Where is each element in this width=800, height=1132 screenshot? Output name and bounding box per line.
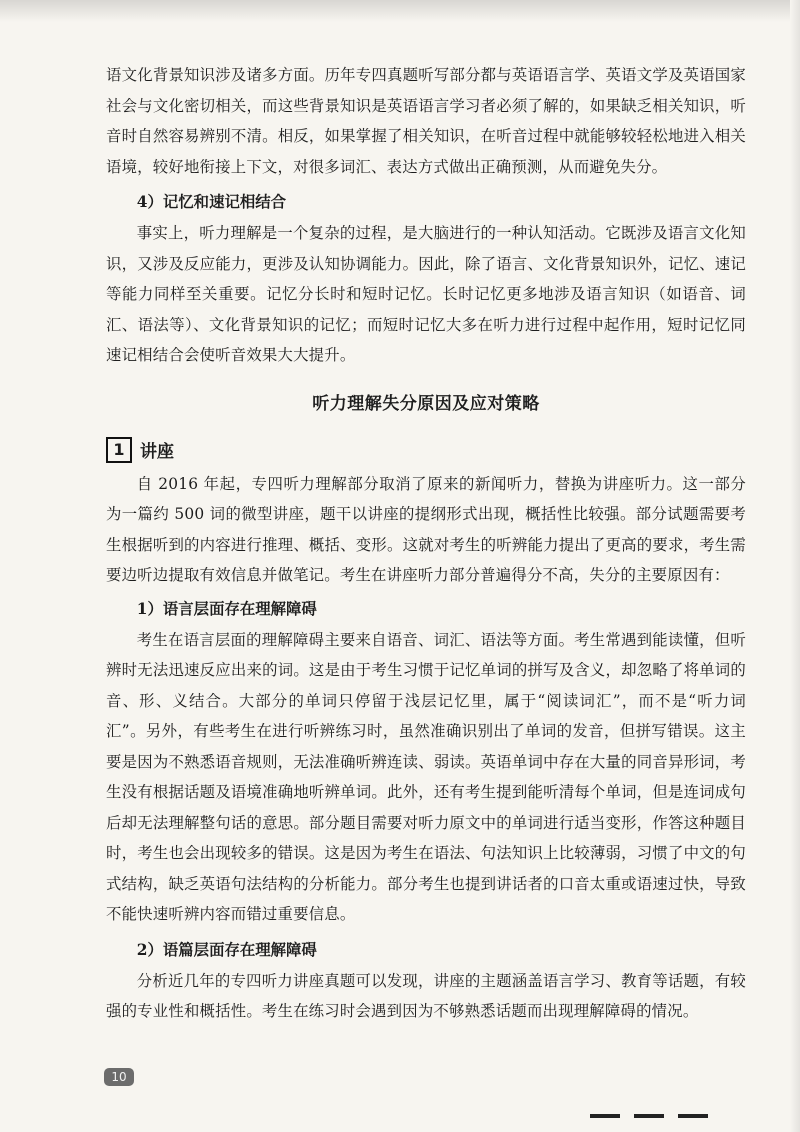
paragraph-lecture-intro: 自 2016 年起，专四听力理解部分取消了原来的新闻听力，替换为讲座听力。这一部分为一篇约 500 词的微型讲座，题干以讲座的提纲形式出现，概括性比较强。部分试题需要考生根据听到的内容进行推理、概括、变形。这就对考生的听辨能力提出了更高的要求，考生需要边听边提取有效信息并做笔记。考生在讲座听力部分普遍得分不高，失分的主要原因有： — [106, 474, 746, 584]
part-heading — [106, 435, 746, 465]
subheading-discourse-level: 2）语篇层面存在理解障碍 — [136, 940, 317, 959]
page-number: 10 — [104, 1068, 134, 1086]
paragraph-language-level: 考生在语言层面的理解障碍主要来自语音、词汇、语法等方面。考生常遇到能读懂，但听辨时无法迅速反应出来的词。这是由于考生习惯于记忆单词的拼写及含义，却忽略了将单词的音、形、义结合。大部分的单词只停留于浅层记忆里，属于“阅读词汇”，而不是“听力词汇”。另外，有些考生在进行听辨练习时，虽然准确识别出了单词的发音，但拼写错误。这主要是因为不熟悉语音规则，无法准确听辨连读、弱读。英语单词中存在大量的同音异形词，考生没有根据话题及语境准确地听辨单词。此外，还有考生提到能听清每个单词，但是连词成句后却无法理解整句话的意思。部分题目需要对听力原文中的单词进行适当变形，作答这种题目时，考生也会出现较多的错误。这是因为考生在语法、句法知识上比较薄弱，习惯了中文的句式结构，缺乏英语句法结构的分析能力。部分考生也提到讲话者的口音太重或语速过快，导致不能快速听辨内容而错过重要信息。 — [106, 630, 746, 923]
part-title: 讲座 — [140, 442, 174, 462]
page-edge-shadow — [790, 0, 800, 1132]
document-page — [106, 60, 746, 1027]
bottom-bar — [590, 1114, 620, 1118]
page-top-shadow — [0, 0, 800, 22]
bottom-bar — [678, 1114, 708, 1118]
subheading-language-level: 1）语言层面存在理解障碍 — [136, 599, 317, 618]
subheading-memory-shorthand: 4）记忆和速记相结合 — [136, 193, 287, 211]
part-number-box: 1 — [106, 437, 132, 463]
paragraph-memory: 事实上，听力理解是一个复杂的过程，是大脑进行的一种认知活动。它既涉及语言文化知识，又涉及反应能力，更涉及认知协调能力。因此，除了语言、文化背景知识外，记忆、速记等能力同样至关重要。记忆分长时和短时记忆。长时记忆更多地涉及语言知识（如语音、词汇、语法等）、文化背景知识的记忆；而短时记忆大多在听力进行过程中起作用，短时记忆同速记相结合会使听音效果大大提升。 — [106, 224, 746, 364]
paragraph-discourse-level: 分析近几年的专四听力讲座真题可以发现，讲座的主题涵盖语言学习、教育等话题，有较强的专业性和概括性。考生在练习时会遇到因为不够熟悉话题而出现理解障碍的情况。 — [106, 971, 746, 1020]
bottom-decoration — [590, 1114, 708, 1118]
bottom-bar — [634, 1114, 664, 1118]
section-title: 听力理解失分原因及应对策略 — [312, 393, 540, 414]
paragraph-culture-background: 语文化背景知识涉及诸多方面。历年专四真题听写部分都与英语语言学、英语文学及英语国家社会与文化密切相关，而这些背景知识是英语语言学习者必须了解的，如果缺乏相关知识，听音时自然容易辨别不清。相反，如果掌握了相关知识，在听音过程中就能够较轻松地进入相关语境，较好地衔接上下文，对很多词汇、表达方式做出正确预测，从而避免失分。 — [106, 66, 746, 176]
